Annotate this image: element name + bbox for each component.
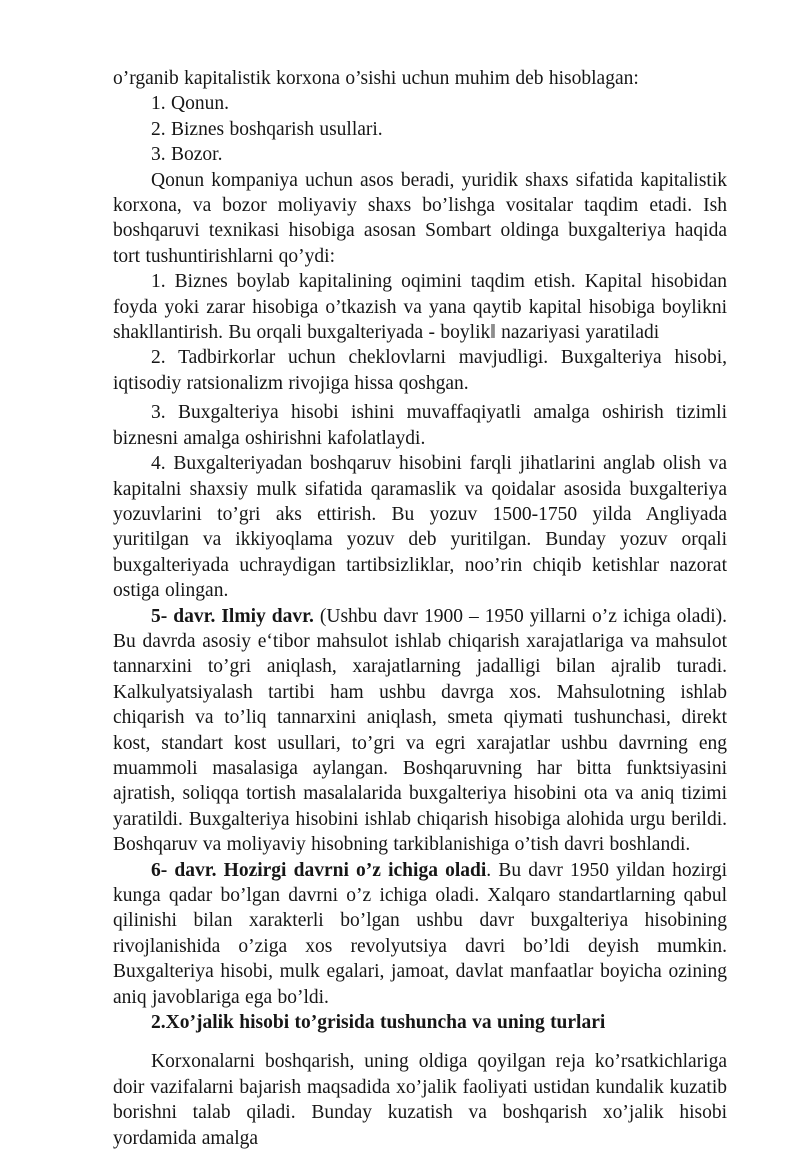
text-run: 1. Qonun.	[151, 93, 229, 115]
text-run: o’rganib kapitalistik korxona o’sishi uchun muhim deb hisoblagan:	[113, 68, 639, 89]
text-run: Qonun kompaniya uchun asos beradi, yuridik shaxs sifatida kapitalistik korxona, va bozor moliyaviy shaxs bo’lishga vositalar taqdim etadi. Ish boshqaruvi texnikasi hisobiga asosan Sombart oldinga buxgalteriya haqida tort tushuntirishlarni qo’ydi:	[113, 169, 727, 267]
text-run: . Bu davr 1950 yildan hozirgi kunga qadar bo’lgan davrni o’z ichiga oladi. Xalqaro standartlarning qabul qilinishi bilan xarakterli bo’lgan ushbu davr buxgalteriya hisobining rivojlanishida o’ziga xos revolyutsiya davri bo’ldi deyish mumkin. Buxgalteriya hisobi, mulk egalari, jamoat, davlat manfaatlar boyicha ozining aniq javoblariga ega bo’ldi.	[113, 859, 728, 1008]
paragraph	[113, 345, 727, 396]
paragraph	[113, 142, 727, 167]
page-text	[113, 66, 727, 1151]
paragraph	[113, 400, 727, 451]
text-run: Korxonalarni boshqarish, uning oldiga qoyilgan reja ko’rsatkichlariga doir vazifalarni bajarish maqsadida xo’jalik faoliyati ustidan kundalik kuzatib borishni talab qiladi. Bunday kuzatish va boshqarish xo’jalik hisobi yordamida amalga	[113, 1051, 727, 1149]
text-run: (Ushbu davr 1900 – 1950 yillarni o’z ichiga oladi). Bu davrda asosiy e‘tibor mahsulot ishlab chiqarish xarajatlariga va mahsulot tannarxini to’gri aniqlash, xarajatlarning jadalligi bilan ajralib turadi. Kalkulyatsiyalash tartibi ham ushbu davrga xos. Mahsulotning ishlab chiqarish va to’liq tannarxini aniqlash, smeta qiymati tushunchasi, direkt kost, standart kost usullari, to’gri va egri xarajatlar ushbu davrning eng muammoli masalasiga aylangan. Boshqaruvning har bitta funktsiyasini ajratish, soliqqa tortish masalalarida buxgalteriya hisobini ota va aniq tizimi yaratildi. Buxgalteriya hisobini ishlab chiqarish hisobiga alohida urgu berildi. Boshqaruv va moliyaviy hisobning tarkiblanishiga o’tish davri boshlandi.	[113, 605, 727, 856]
section-heading	[113, 1010, 727, 1035]
bold-text-run: 5- davr. Ilmiy davr.	[151, 605, 320, 627]
paragraph	[113, 117, 727, 142]
paragraph	[113, 269, 727, 345]
text-run: 1. Biznes boylab kapitalining oqimini taqdim etish. Kapital hisobidan foyda yoki zarar hisobiga o’tkazish va yana qaytib kapital hisobiga boylikni shakllantirish. Bu orqali buxgalteriyada - boylik‖ nazariyasi yaratiladi	[113, 271, 727, 344]
text-run: 2. Tadbirkorlar uchun cheklovlarni mavjudligi. Buxgalteriya hisobi, iqtisodiy ratsionalizm rivojiga hissa qoshgan.	[113, 347, 727, 394]
paragraph	[113, 168, 727, 270]
text-run: 3. Buxgalteriya hisobi ishini muvaffaqiyatli amalga oshirish tizimli biznesni amalga oshirishni kafolatlaydi.	[113, 402, 727, 449]
bold-text-run: 6- davr. Hozirgi davrni o’z ichiga oladi	[151, 859, 487, 881]
text-run: 2. Biznes boshqarish usullari.	[151, 118, 383, 140]
paragraph	[113, 1049, 727, 1151]
paragraph	[113, 604, 727, 858]
paragraph	[113, 451, 727, 603]
bold-text-run: 2.Xo’jalik hisobi to’grisida tushuncha va uning turlari	[151, 1012, 606, 1034]
paragraph	[113, 66, 727, 91]
paragraph	[113, 858, 727, 1010]
paragraph	[113, 91, 727, 116]
text-run: 3. Bozor.	[151, 144, 223, 166]
text-run: 4. Buxgalteriyadan boshqaruv hisobini farqli jihatlarini anglab olish va kapitalni shaxsiy mulk sifatida qaramaslik va qoidalar asosida buxgalteriya yozuvlarini to’gri aks ettirish. Bu yozuv 1500-1750 yilda Angliyada yuritilgan va ikkiyoqlama yozuv deb yuritilgan. Bunday yozuv orqali buxgalteriyada uchraydigan tartibsizliklar, noo’rin chiqib ketishlar nazorat ostiga olingan.	[113, 453, 727, 602]
